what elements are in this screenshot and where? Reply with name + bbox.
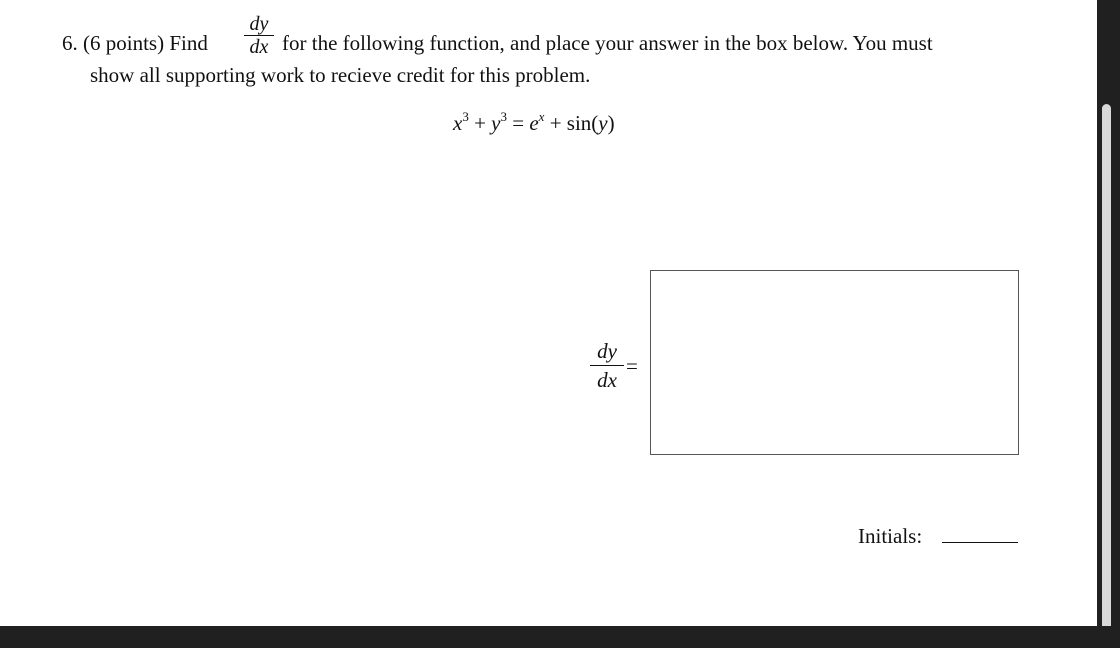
inline-derivative-numerator: dy — [249, 13, 269, 35]
answer-equals: = — [626, 354, 638, 378]
question-number: 6. — [62, 31, 78, 55]
answer-box[interactable] — [650, 270, 1019, 455]
eq-close-paren: ) — [607, 111, 615, 135]
equation — [453, 111, 615, 136]
eq-x: x — [453, 111, 463, 135]
eq-exp-x: x — [538, 109, 545, 124]
bottom-bar — [0, 626, 1120, 648]
answer-derivative-numerator: dy — [597, 339, 617, 363]
inline-derivative-denominator: dx — [249, 36, 269, 58]
inline-derivative — [244, 14, 274, 57]
eq-plus1: + — [474, 111, 486, 135]
question-points: (6 points) — [83, 31, 165, 55]
answer-derivative-denominator: dx — [597, 368, 617, 392]
fraction-bar — [590, 365, 624, 366]
initials-line[interactable] — [942, 542, 1018, 543]
eq-plus2: + — [549, 111, 562, 135]
question-text-line2: show all supporting work to recieve credit for this problem. — [90, 63, 591, 87]
question-text-line1: for the following function, and place your answer in the box below. You must — [282, 31, 933, 55]
question-intro — [62, 31, 208, 56]
answer-derivative — [590, 340, 624, 391]
eq-y: y — [491, 111, 501, 135]
eq-sin-y: y — [598, 111, 608, 135]
scrollbar-thumb[interactable] — [1102, 104, 1111, 640]
initials-label: Initials: — [858, 524, 923, 548]
eq-exp1: 3 — [462, 109, 469, 124]
find-word: Find — [169, 31, 208, 55]
eq-sin: sin( — [566, 111, 599, 135]
eq-equals: = — [512, 111, 525, 135]
eq-e: e — [529, 111, 539, 135]
eq-exp2: 3 — [500, 109, 507, 124]
